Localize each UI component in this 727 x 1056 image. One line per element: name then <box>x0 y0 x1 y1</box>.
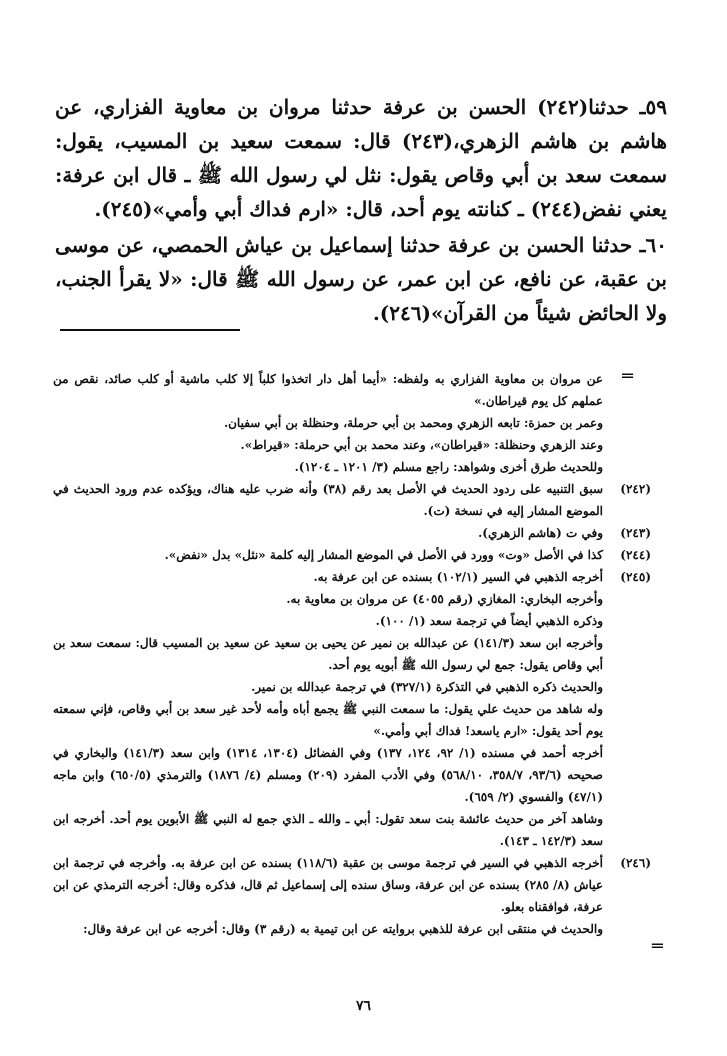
footnote-number: (٢٤٢) <box>620 482 651 496</box>
main-text <box>55 90 667 330</box>
footnote-246: (٢٤٦) أخرجه الذهبي في السير في ترجمة موسى بن عقبة (١١٨/٦) بسنده عن ابن عرفة به. وأخرجه في ترجمة ابن عياش (٨/ ٢٨٥) بسنده عن ابن عرفة، وساق سنده إلى إسماعيل ثم قال، فذكره وقال: أخرجه الترمذي عن ابن عرفة، فوافقناه بعلو. <box>53 852 649 918</box>
footnote-243: (٢٤٣) وفي ت (هاشم الزهري). <box>53 522 649 544</box>
footnote-line: وأخرجه البخاري: المغازي (رقم ٤٠٥٥) عن مروان بن معاوية به. <box>286 592 603 606</box>
footnote-line: والحديث في منتقى ابن عرفة للذهبي بروايته عن ابن تيمية به (رقم ٣) وقال: أخرجه عن ابن عرفة وقال: <box>83 922 603 936</box>
footnote-separator <box>60 329 240 331</box>
footnote-line: وعند الزهري وحنظلة: «قيراطان»، وعند محمد بن أبي حرملة: «قيراط». <box>240 438 603 452</box>
footnote-line: وله شاهد من حديث علي يقول: ما سمعت النبي ﷺ يجمع أباه وأمه لأحد غير سعد بن أبي وقاص، فإني سمعته يوم أحد يقول: «ارم ياسعد! فداك أبي وأمي.» <box>53 702 603 738</box>
page-number: ٧٦ <box>355 998 372 1014</box>
footnote-line: وعمر بن حمزة: تابعه الزهري ومحمد بن أبي حرملة، وحنظلة بن أبي سفيان. <box>223 416 603 430</box>
footnote-number: (٢٤٣) <box>620 526 651 540</box>
footnote-244: (٢٤٤) كذا في الأصل «وت» وورد في الأصل في الموضع المشار إليه كلمة «نثل» بدل «نفض». <box>53 544 649 566</box>
continuation-mark-top: ═ <box>622 366 633 387</box>
footnote-number: (٢٤٥) <box>620 570 651 584</box>
footnotes <box>53 368 649 940</box>
hadith-60: ٦٠ـ حدثنا الحسن بن عرفة حدثنا إسماعيل بن عياش الحمصي، عن موسى بن عقبة، عن نافع، عن ابن عمر، عن رسول الله ﷺ قال: «لا يقرأ الجنب، ولا الحائض شيئاً من القرآن»(٢٤٦). <box>55 233 667 325</box>
footnote-line: عن مروان بن معاوية الفزاري به ولفظه: «أيما أهل دار اتخذوا كلباً إلا كلب ماشية أو كلب صائد، نقص من عملهم كل يوم قيراطان.» <box>53 372 603 408</box>
footnote-number: (٢٤٦) <box>620 856 651 870</box>
footnote-line: أخرجه أحمد في مسنده (١/ ٩٢، ١٢٤، ١٣٧) وفي الفضائل (١٣٠٤، ١٣١٤) وابن سعد (١٤١/٣) والبخاري في صحيحه (٩٣/٦، ٣٥٨/٧، ٥٦٨/١٠) وفي الأدب المفرد (٢٠٩) ومسلم (٤/ ١٨٧٦) والترمذي (٦٥٠/٥) وابن ماجه (٤٧/١) والفسوي (٢/ ٦٥٩). <box>53 746 603 804</box>
hadith-59: ٥٩ـ حدثنا(٢٤٢) الحسن بن عرفة حدثنا مروان بن معاوية الفزاري، عن هاشم بن هاشم الزهري،(٢٤٣) قال: سمعت سعيد بن المسيب، يقول: سمعت سعد بن أبي وقاص يقول: نثل لي رسول الله ﷺ ـ قال ابن عرفة: يعني نفض(٢٤٤) ـ كنانته يوم أحد، قال: «ارم فداك أبي وأمي»(٢٤٥). <box>55 95 668 221</box>
footnote-number: (٢٤٤) <box>620 548 651 562</box>
continuation-mark-bottom: ═ <box>652 936 663 957</box>
footnote-245: (٢٤٥) أخرجه الذهبي في السير (١٠٢/١) بسنده عن ابن عرفة به. <box>53 566 649 588</box>
footnote-line: وشاهد آخر من حديث عائشة بنت سعد تقول: أبي ـ والله ـ الذي جمع له النبي ﷺ الأبوين يوم أحد. أخرجه ابن سعد (١٤٢/٣ ـ ١٤٣). <box>53 812 603 848</box>
footnote-line: وذكره الذهبي أيضاً في ترجمة سعد (١/ ١٠٠). <box>375 614 603 628</box>
footnote-line: وأخرجه ابن سعد (١٤١/٣) عن عبدالله بن نمير عن يحيى بن سعيد عن سعيد بن المسيب قال: سمعت سعد بن أبي وقاص يقول: جمع لي رسول الله ﷺ أبويه يوم أحد. <box>53 636 604 672</box>
footnote-line: والحديث ذكره الذهبي في التذكرة (٣٢٧/١) في ترجمة عبدالله بن نمير. <box>251 680 603 694</box>
footnote-242: (٢٤٢) سبق التنبيه على ردود الحديث في الأصل بعد رقم (٣٨) وأنه ضرب عليه هناك، ويؤكده عدم ورود الحديث في الموضع المشار إليه في نسخة (ت). <box>53 478 649 522</box>
footnote-line: وللحديث طرق أخرى وشواهد: راجع مسلم (٣/ ١٢٠١ ـ ١٢٠٤). <box>294 460 603 474</box>
